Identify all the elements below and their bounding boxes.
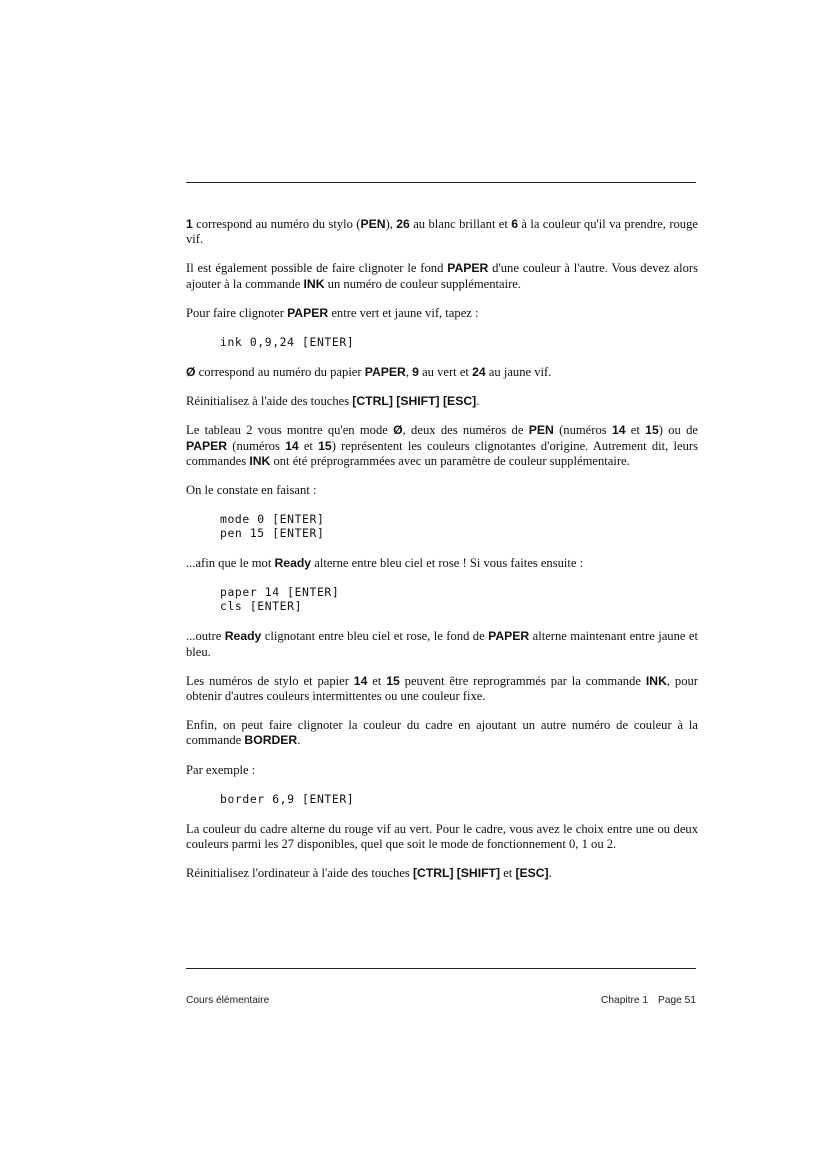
code-example-3: paper 14 [ENTER] cls [ENTER] <box>220 585 340 614</box>
text-run: (numéros <box>553 423 612 438</box>
text-run: d'une couleur à l'autre. Vous devez alors ajouter à la commande <box>186 261 699 291</box>
footer-section-title: Cours élémentaire <box>186 995 270 1006</box>
paragraph-4 <box>186 365 698 380</box>
text-run: . <box>297 733 301 748</box>
text-run: peuvent être reprogrammés par la commande <box>399 673 646 688</box>
code-example-2: mode 0 [ENTER] pen 15 [ENTER] <box>220 512 325 541</box>
text-run: ) représentent les couleurs clignotantes d'origine. Autrement dit, leurs commandes <box>186 438 698 468</box>
bold-keys: [CTRL] [SHIFT] [ESC] <box>352 394 477 409</box>
bold-number: Ø <box>186 365 196 380</box>
paragraph-10 <box>186 674 698 704</box>
text-run: Réinitialisez l'ordinateur à l'aide des touches <box>186 866 413 881</box>
text-run: et <box>500 866 516 881</box>
paragraph-5 <box>186 394 698 409</box>
bold-keyword: PAPER <box>287 305 329 320</box>
text-run: ont été préprogrammées avec un paramètre de couleur supplémentaire. <box>270 453 630 468</box>
paragraph-12: Par exemple : <box>186 762 256 777</box>
bold-keyword: INK <box>249 453 271 468</box>
paragraph-9 <box>186 629 698 659</box>
paragraph-7: On le constate en faisant : <box>186 483 317 498</box>
text-run: entre vert et jaune vif, tapez : <box>328 305 479 320</box>
bold-keyword: Ready <box>274 556 312 571</box>
bold-keyword: BORDER <box>244 733 298 748</box>
text-run: et <box>625 423 646 438</box>
bold-number: 1 <box>186 217 193 231</box>
text-run: , <box>405 365 413 380</box>
text-run: un numéro de couleur supplémentaire. <box>324 276 522 291</box>
bold-keyword: PAPER <box>447 261 489 276</box>
paragraph-1 <box>186 217 698 247</box>
page-body <box>186 217 698 881</box>
bold-number: 9 <box>412 365 419 380</box>
bold-keyword: PAPER <box>488 629 530 644</box>
bold-number: 14 <box>285 438 299 453</box>
paragraph-6 <box>186 423 698 469</box>
bold-number: 14 <box>353 673 368 688</box>
text-run: ), <box>385 217 397 231</box>
footer-page-info <box>601 995 696 1006</box>
text-run: au blanc brillant et <box>409 217 512 231</box>
text-run: au jaune vif. <box>485 365 552 380</box>
text-run: Le tableau 2 vous montre qu'en mode <box>186 423 394 438</box>
paragraph-11 <box>186 718 698 748</box>
bold-number: 15 <box>386 673 400 688</box>
footer-page-number: Page 51 <box>658 995 696 1006</box>
bold-keyword: PEN <box>360 217 386 231</box>
text-run: Pour faire clignoter <box>186 305 288 320</box>
bold-keys: [ESC] <box>515 866 549 881</box>
bold-number: 15 <box>318 438 332 453</box>
text-run: . <box>548 866 552 881</box>
bold-number: 24 <box>472 365 486 380</box>
text-run: au vert et <box>418 365 473 380</box>
paragraph-8 <box>186 556 698 571</box>
text-run: Les numéros de stylo et papier <box>186 673 354 688</box>
text-run: alterne maintenant entre jaune et bleu. <box>186 629 698 659</box>
text-run: alterne entre bleu ciel et rose ! Si vous faites ensuite : <box>311 556 584 571</box>
bold-number: 6 <box>511 217 519 231</box>
text-run: (numéros <box>227 438 286 453</box>
paragraph-14 <box>186 866 698 881</box>
footer-rule <box>186 968 696 969</box>
bold-keyword: Ready <box>224 629 262 644</box>
bold-keyword: INK <box>645 673 667 688</box>
header-rule <box>186 182 696 183</box>
code-example-1: ink 0,9,24 [ENTER] <box>220 335 355 350</box>
code-example-4: border 6,9 [ENTER] <box>220 791 355 806</box>
footer-chapter: Chapitre 1 <box>601 995 649 1006</box>
text-run: et <box>298 438 319 453</box>
text-run: correspond au numéro du stylo ( <box>192 217 361 231</box>
bold-keyword: PAPER <box>364 365 406 380</box>
bold-keyword: INK <box>303 276 325 291</box>
text-run: ...outre <box>186 629 225 644</box>
text-run: , deux des numéros de <box>402 423 529 438</box>
text-run: à la couleur qu'il va prendre, rouge vif. <box>186 217 698 247</box>
bold-number: 14 <box>611 423 626 438</box>
bold-keys: [SHIFT] <box>456 866 501 881</box>
bold-keyword: PEN <box>528 423 554 438</box>
bold-number: 15 <box>645 423 659 438</box>
bold-number: 26 <box>396 217 410 231</box>
text-run: Réinitialisez à l'aide des touches <box>186 394 353 409</box>
text-run: , pour obtenir d'autres couleurs intermittentes ou une couleur fixe. <box>186 673 698 704</box>
text-run: clignotant entre bleu ciel et rose, le fond de <box>261 629 489 644</box>
text-run: correspond au numéro du papier <box>195 365 365 380</box>
bold-number: Ø <box>393 423 403 438</box>
text-run: ...afin que le mot <box>186 556 275 571</box>
text-run: et <box>367 673 387 688</box>
text-run: Enfin, on peut faire clignoter la couleur du cadre en ajoutant un autre numéro de couleur à la commande <box>186 718 698 748</box>
text-run: . <box>476 394 480 409</box>
bold-keyword: PAPER <box>186 438 228 453</box>
text-run: ) ou de <box>658 423 698 438</box>
text-run: Il est également possible de faire clignoter le fond <box>186 261 448 276</box>
paragraph-2 <box>186 261 698 291</box>
paragraph-3 <box>186 306 698 321</box>
bold-keys: [CTRL] <box>412 866 454 881</box>
paragraph-13: La couleur du cadre alterne du rouge vif au vert. Pour le cadre, vous avez le choix entre une ou deux couleurs parmi les 27 disponibles, quel que soit le mode de fonctionnement 0, 1 ou 2. <box>186 821 698 852</box>
